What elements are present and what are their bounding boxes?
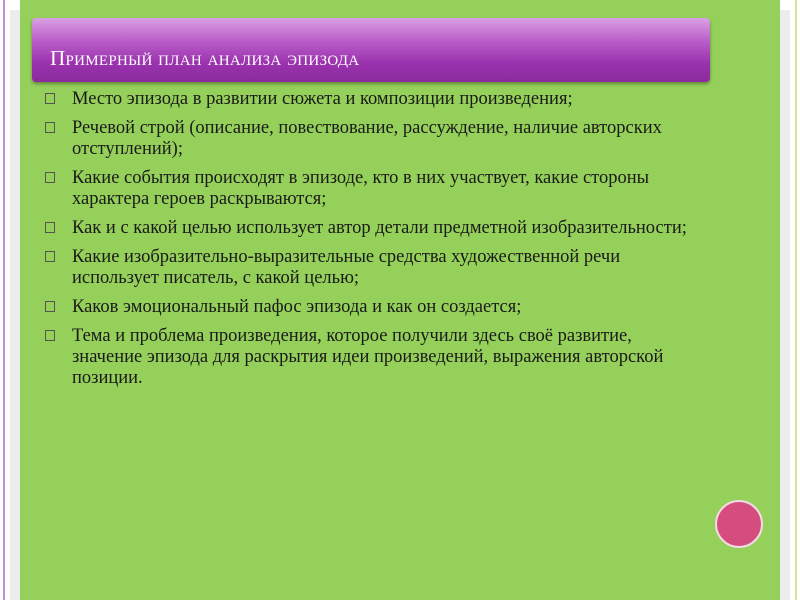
list-item bbox=[43, 247, 703, 289]
list-item-text: Какие события происходят в эпизоде, кто в них участвует, какие стороны характера героев раскрываются; bbox=[72, 168, 650, 209]
list-item bbox=[43, 168, 703, 210]
slide-title: Примерный план анализа эпизода bbox=[50, 46, 360, 70]
bullet-square-icon bbox=[45, 251, 55, 262]
list-item bbox=[43, 326, 703, 389]
bullet-square-icon bbox=[45, 222, 55, 233]
slide bbox=[20, 0, 780, 600]
bullet-square-icon bbox=[45, 330, 55, 341]
bullet-list bbox=[43, 89, 703, 397]
list-item-text: Место эпизода в развитии сюжета и композиции произведения; bbox=[72, 89, 573, 109]
list-item bbox=[43, 89, 703, 110]
decorative-circle-icon bbox=[715, 500, 763, 548]
bullet-square-icon bbox=[45, 172, 55, 183]
list-item bbox=[43, 218, 703, 239]
list-item bbox=[43, 118, 703, 160]
left-stripe bbox=[3, 0, 5, 600]
list-item bbox=[43, 297, 703, 318]
title-bar bbox=[32, 18, 710, 82]
list-item-text: Речевой строй (описание, повествование, рассуждение, наличие авторских отступлений); bbox=[72, 118, 662, 159]
bullet-square-icon bbox=[45, 301, 55, 312]
bullet-square-icon bbox=[45, 93, 55, 104]
list-item-text: Тема и проблема произведения, которое получили здесь своё развитие, значение эпизода для раскрытия идеи произведений, выражения авторской позиции. bbox=[72, 326, 664, 388]
bullet-square-icon bbox=[45, 122, 55, 133]
list-item-text: Каков эмоциональный пафос эпизода и как он создается; bbox=[72, 297, 522, 317]
list-item-text: Как и с какой целью использует автор детали предметной изобразительности; bbox=[72, 218, 687, 238]
list-item-text: Какие изобразительно-выразительные средства художественной речи использует писатель, с какой целью; bbox=[72, 247, 621, 288]
right-stripe bbox=[795, 0, 797, 600]
